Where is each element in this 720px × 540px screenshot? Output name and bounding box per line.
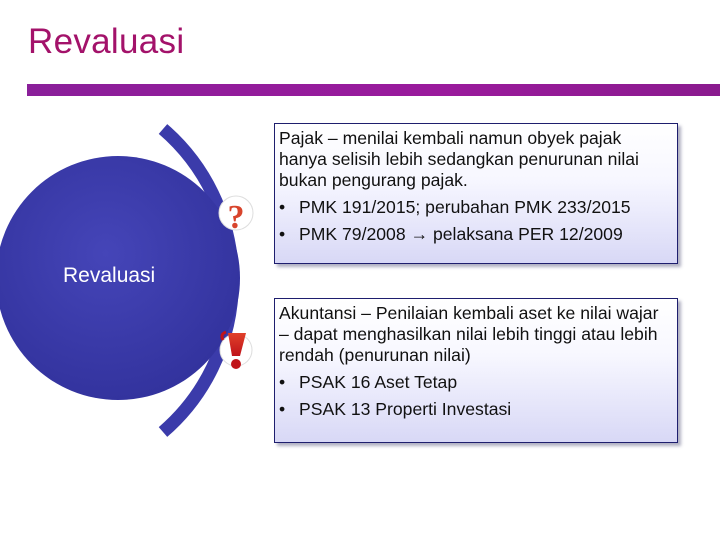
bullet-icon: • bbox=[279, 223, 286, 244]
list-item-text: PSAK 16 Aset Tetap bbox=[299, 371, 458, 392]
bullet-icon: • bbox=[279, 371, 286, 392]
akuntansi-lead: Akuntansi bbox=[279, 303, 357, 323]
list-item-text: PSAK 13 Properti Investasi bbox=[299, 398, 512, 419]
list-item bbox=[279, 372, 671, 393]
slide-title: Revaluasi bbox=[28, 22, 185, 61]
pajak-text: – menilai kembali namun obyek pajak hanya selisih lebih sedangkan penurunan nilai bukan pengurang pajak. bbox=[279, 128, 639, 190]
akuntansi-list bbox=[279, 372, 671, 420]
pajak-lead: Pajak bbox=[279, 128, 324, 148]
pajak-box bbox=[274, 123, 678, 264]
list-item bbox=[279, 399, 671, 420]
akuntansi-text: – Penilaian kembali aset ke nilai wajar – dapat menghasilkan nilai lebih tinggi atau lebih rendah (penurunan nilai) bbox=[279, 303, 659, 365]
bullet-icon: • bbox=[279, 398, 286, 419]
akuntansi-box bbox=[274, 298, 678, 443]
akuntansi-description bbox=[279, 303, 671, 366]
list-item-text: PMK 191/2015; perubahan PMK 233/2015 bbox=[299, 196, 631, 217]
list-item-text: PMK 79/2008 → pelaksana PER 12/2009 bbox=[299, 223, 623, 244]
pajak-description bbox=[279, 128, 671, 191]
svg-text:?: ? bbox=[227, 199, 245, 236]
list-item bbox=[279, 224, 671, 245]
bullet-icon: • bbox=[279, 196, 286, 217]
list-item bbox=[279, 197, 671, 218]
center-label: Revaluasi bbox=[63, 264, 156, 287]
pajak-list bbox=[279, 197, 671, 245]
